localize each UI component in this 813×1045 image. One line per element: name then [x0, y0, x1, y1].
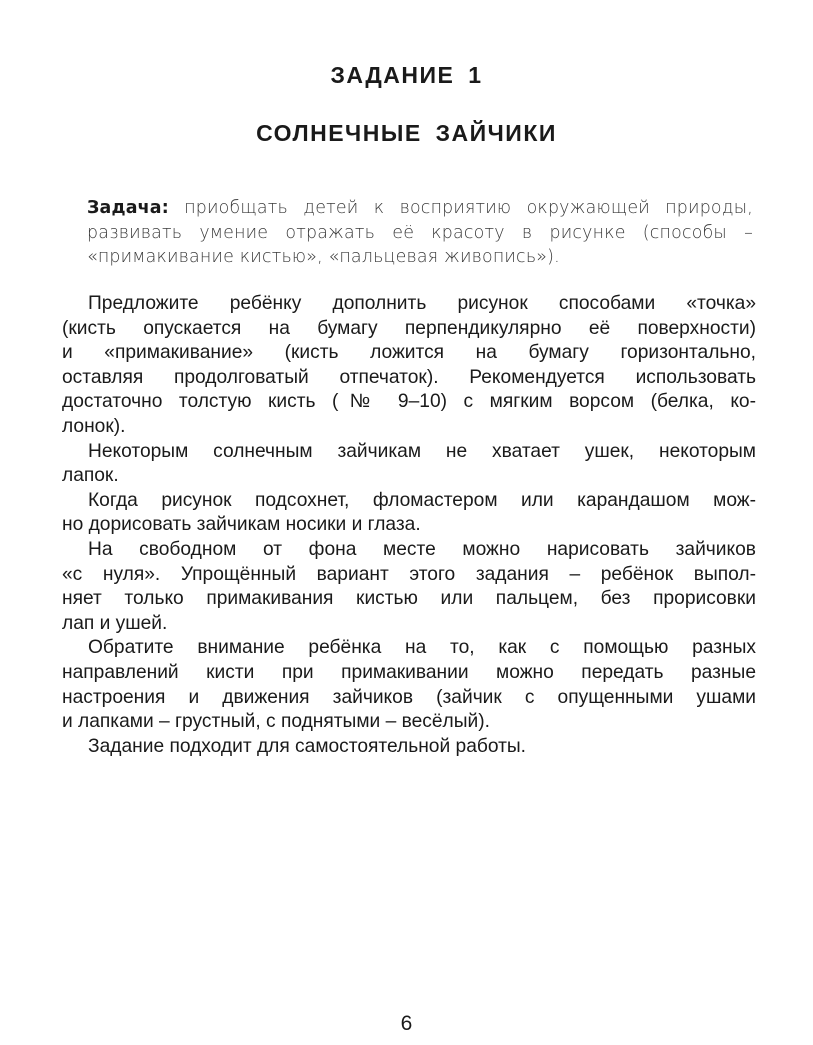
paragraph-line: но дорисовать зайчикам носики и глаза.: [62, 514, 421, 536]
paragraph: [62, 292, 756, 440]
paragraph-line: и лапками – грустный, с поднятыми – весёлый).: [62, 711, 490, 733]
task-line: «примакивание кистью», «пальцевая живопись»).: [87, 247, 560, 268]
paragraph-line: настроения и движения зайчиков (зайчик с опущенными ушами: [62, 686, 756, 708]
paragraph-line: направлений кисти при примакивании можно передать разные: [62, 661, 756, 683]
paragraph: [62, 735, 756, 760]
paragraph-line: достаточно толстую кисть (№ 9–10) с мягким ворсом (белка, ко-: [62, 391, 756, 413]
task-line: [87, 196, 753, 221]
instructions-body: [62, 292, 756, 759]
paragraph: [62, 489, 756, 538]
task-label: Задача:: [87, 198, 169, 218]
paragraph: [62, 440, 756, 489]
paragraph-line: «с нуля». Упрощённый вариант этого задания – ребёнок выпол-: [62, 563, 756, 585]
task-description: [87, 196, 753, 270]
paragraph-line: и «примакивание» (кисть ложится на бумагу горизонтально,: [62, 342, 756, 364]
paragraph-line: лап и ушей.: [62, 612, 168, 634]
paragraph-line: оставляя продолговатый отпечаток). Рекомендуется использовать: [62, 366, 756, 388]
paragraph: [62, 538, 756, 636]
page-number: 6: [400, 1012, 413, 1035]
task-number-heading: ЗАДАНИЕ 1: [330, 62, 483, 88]
paragraph-line: лонок).: [62, 415, 126, 437]
paragraph-line: На свободном от фона месте можно нарисовать зайчиков: [88, 538, 756, 560]
paragraph-line: Некоторым солнечным зайчикам не хватает ушек, некоторым: [88, 440, 756, 462]
paragraph-line: Обратите внимание ребёнка на то, как с помощью разных: [88, 637, 756, 659]
task-text: приобщать детей к восприятию окружающей природы,: [168, 198, 753, 218]
task-line: развивать умение отражать её красоту в рисунке (способы –: [87, 222, 753, 243]
paragraph-line: Задание подходит для самостоятельной работы.: [88, 735, 527, 757]
paragraph-line: Предложите ребёнку дополнить рисунок способами «точка»: [88, 293, 756, 314]
paragraph-line: Когда рисунок подсохнет, фломастером или карандашом мож-: [88, 489, 756, 511]
paragraph: [62, 636, 756, 734]
paragraph-line: лапок.: [62, 465, 119, 487]
page-title: СОЛНЕЧНЫЕ ЗАЙЧИКИ: [256, 120, 557, 146]
paragraph-line: (кисть опускается на бумагу перпендикулярно её поверхности): [62, 317, 756, 339]
paragraph-line: няет только примакивания кистью или пальцем, без прорисовки: [62, 588, 756, 610]
